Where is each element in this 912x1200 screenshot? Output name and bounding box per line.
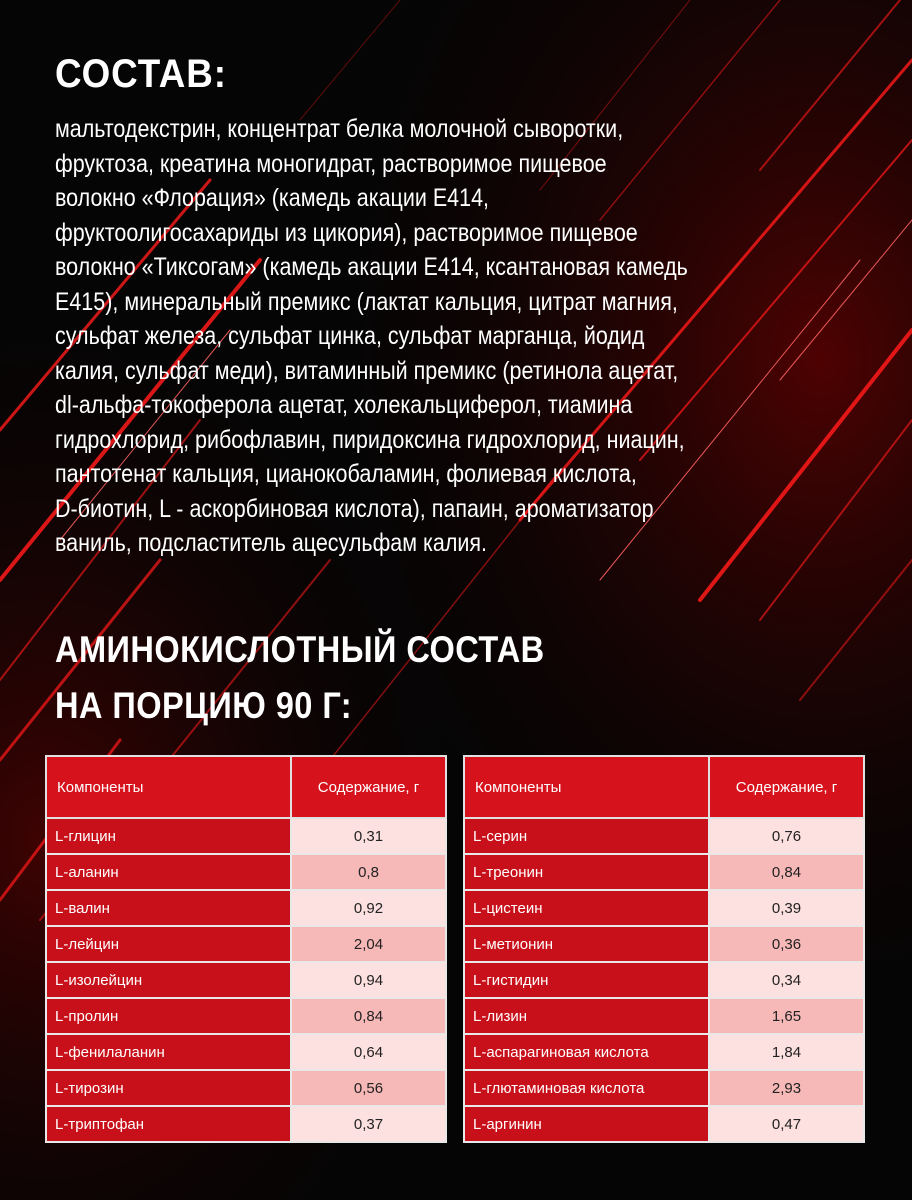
amino-acid-value: 0,31 — [291, 818, 446, 854]
table-row — [46, 890, 446, 926]
table-row — [464, 1034, 864, 1070]
amino-acid-name: L-аланин — [46, 854, 291, 890]
composition-line: D-биотин, L - аскорбиновая кислота), папаин, ароматизатор — [55, 494, 654, 523]
amino-acid-name: L-изолейцин — [46, 962, 291, 998]
composition-line: волокно «Тиксогам» (камедь акации Е414, ксантановая камедь — [55, 253, 688, 281]
composition-line: мальтодекстрин, концентрат белка молочной сыворотки, — [55, 115, 624, 143]
amino-acid-name: L-аргинин — [464, 1106, 709, 1142]
column-header-content: Содержание, г — [709, 756, 864, 818]
table-header-row — [464, 756, 864, 818]
amino-acid-name: L-триптофан — [46, 1106, 291, 1142]
composition-line: калия, сульфат меди), витаминный премикс (ретинола ацетат, — [55, 356, 679, 385]
table-row — [46, 1070, 446, 1106]
composition-line: фруктоолигосахариды из цикория), растворимое пищевое — [55, 218, 638, 247]
column-header-components: Компоненты — [46, 756, 291, 818]
composition-text — [55, 112, 872, 561]
amino-table-right — [463, 755, 865, 1143]
amino-acid-name: L-серин — [464, 818, 709, 854]
amino-acid-name: L-лейцин — [46, 926, 291, 962]
amino-acid-name: L-гистидин — [464, 962, 709, 998]
amino-acid-value: 0,56 — [291, 1070, 446, 1106]
amino-acid-name: L-глицин — [46, 818, 291, 854]
amino-acid-name: L-тирозин — [46, 1070, 291, 1106]
table-row — [464, 926, 864, 962]
table-row — [46, 1034, 446, 1070]
amino-acid-value: 2,93 — [709, 1070, 864, 1106]
amino-acid-name: L-пролин — [46, 998, 291, 1034]
amino-acid-value: 0,76 — [709, 818, 864, 854]
table-row — [464, 962, 864, 998]
composition-heading: СОСТАВ: — [55, 52, 227, 96]
table-row — [46, 962, 446, 998]
composition-line: Е415), минеральный премикс (лактат кальция, цитрат магния, — [55, 287, 678, 316]
amino-acid-name: L-аспарагиновая кислота — [464, 1034, 709, 1070]
amino-acid-value: 0,34 — [709, 962, 864, 998]
table-header-row — [46, 756, 446, 818]
amino-acid-value: 1,65 — [709, 998, 864, 1034]
table-row — [464, 854, 864, 890]
amino-heading-line2: НА ПОРЦИЮ 90 Г: — [55, 685, 353, 726]
amino-acid-name: L-лизин — [464, 998, 709, 1034]
amino-acid-name: L-глютаминовая кислота — [464, 1070, 709, 1106]
amino-acid-name: L-метионин — [464, 926, 709, 962]
table-row — [464, 818, 864, 854]
amino-heading — [55, 622, 545, 734]
amino-acid-value: 0,92 — [291, 890, 446, 926]
table-row — [464, 1070, 864, 1106]
amino-acid-value: 0,39 — [709, 890, 864, 926]
amino-acid-value: 0,64 — [291, 1034, 446, 1070]
amino-acid-value: 0,37 — [291, 1106, 446, 1142]
composition-line: гидрохлорид, рибофлавин, пиридоксина гидрохлорид, ниацин, — [55, 425, 685, 454]
amino-acid-name: L-валин — [46, 890, 291, 926]
table-row — [464, 890, 864, 926]
composition-line: сульфат железа, сульфат цинка, сульфат марганца, йодид — [55, 322, 645, 350]
amino-acid-name: L-фенилаланин — [46, 1034, 291, 1070]
table-row — [46, 818, 446, 854]
amino-acid-name: L-цистеин — [464, 890, 709, 926]
table-row — [46, 998, 446, 1034]
column-header-content: Содержание, г — [291, 756, 446, 818]
amino-acid-value: 0,47 — [709, 1106, 864, 1142]
composition-line: пантотенат кальция, цианокобаламин, фолиевая кислота, — [55, 460, 637, 488]
column-header-components: Компоненты — [464, 756, 709, 818]
composition-line: ваниль, подсластитель ацесульфам калия. — [55, 529, 487, 557]
amino-table-left-body — [46, 818, 446, 1142]
table-row — [464, 1106, 864, 1142]
composition-line: волокно «Флорация» (камедь акации Е414, — [55, 184, 490, 212]
amino-table-left — [45, 755, 447, 1143]
amino-acid-name: L-треонин — [464, 854, 709, 890]
composition-line: фруктоза, креатина моногидрат, растворимое пищевое — [55, 149, 607, 178]
table-row — [46, 926, 446, 962]
table-row — [464, 998, 864, 1034]
amino-acid-value: 0,84 — [291, 998, 446, 1034]
amino-acid-value: 0,94 — [291, 962, 446, 998]
amino-acid-value: 2,04 — [291, 926, 446, 962]
amino-acid-value: 0,84 — [709, 854, 864, 890]
amino-table-right-body — [464, 818, 864, 1142]
amino-acid-value: 0,8 — [291, 854, 446, 890]
amino-acid-value: 0,36 — [709, 926, 864, 962]
composition-line: dl-альфа-токоферола ацетат, холекальциферол, тиамина — [55, 391, 633, 419]
amino-heading-line1: АМИНОКИСЛОТНЫЙ СОСТАВ — [55, 629, 545, 670]
table-row — [46, 854, 446, 890]
amino-acid-value: 1,84 — [709, 1034, 864, 1070]
table-row — [46, 1106, 446, 1142]
